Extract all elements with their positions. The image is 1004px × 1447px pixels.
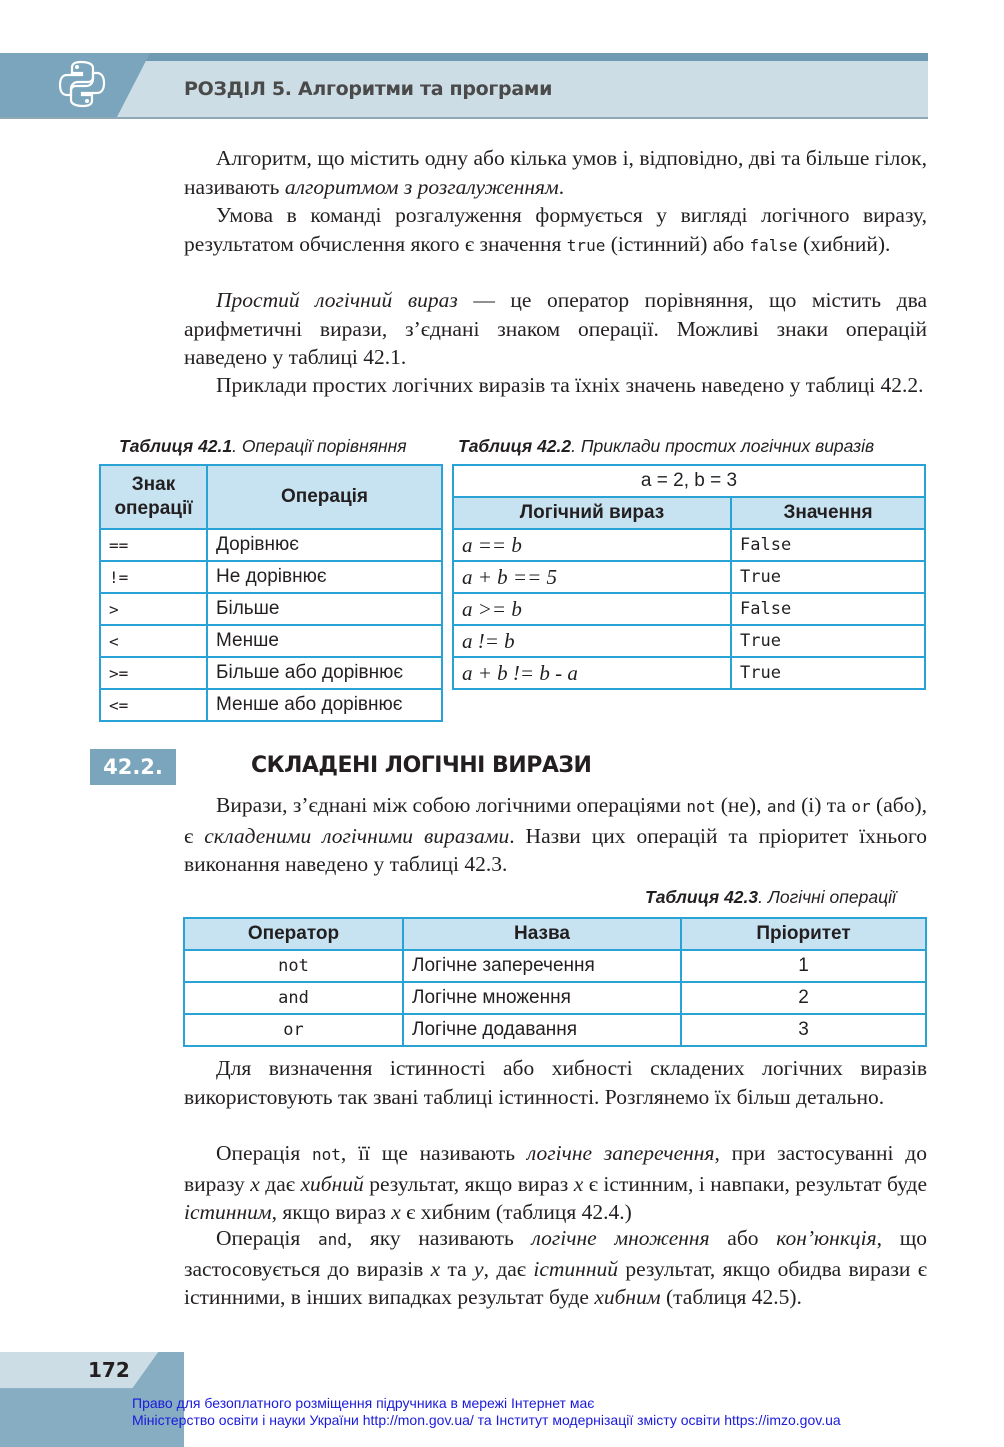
operator-cell: > bbox=[100, 593, 207, 625]
copyright-line-1: Право для безоплатного розміщення підручника в мережі Інтернет має bbox=[132, 1395, 595, 1411]
operator-cell: and bbox=[184, 982, 403, 1014]
expression-cell: a + b == 5 bbox=[453, 561, 731, 593]
table-row bbox=[100, 625, 442, 657]
table-header-row bbox=[453, 497, 925, 529]
chapter-title: РОЗДІЛ 5. Алгоритми та програми bbox=[184, 78, 553, 100]
priority-cell: 3 bbox=[681, 1014, 926, 1046]
operator-cell: <= bbox=[100, 689, 207, 721]
table-header-row bbox=[100, 465, 442, 529]
expression-cell: a != b bbox=[453, 625, 731, 657]
operation-cell: Менше або дорівнює bbox=[207, 689, 442, 721]
name-cell: Логічне множення bbox=[403, 982, 681, 1014]
expression-cell: a + b != b - a bbox=[453, 657, 731, 689]
paragraph-truth-tables: Для визначення істинності або хибності складених логічних виразів використовують так звані таблиці істинності. Розглянемо їх більш детально. bbox=[184, 1056, 927, 1109]
table-row bbox=[184, 1014, 926, 1046]
paragraph-not-operation: Операція not, її ще називають логічне заперечення, при застосуванні до виразу x дає хибний результат, якщо вираз x є істинним, і навпаки, результат буде істинним, якщо вираз x є хибним (таблиця 42.4.) bbox=[184, 1141, 927, 1224]
operation-cell: Більше або дорівнює bbox=[207, 657, 442, 689]
header-operation: Операція bbox=[207, 465, 442, 529]
paragraph-simple-expression: Простий логічний вираз — це оператор порівняння, що містить два арифметичні вирази, з’єднані знаком операції. Можливі знаки операцій наведено у таблиці 42.1. bbox=[184, 288, 927, 369]
table-row bbox=[453, 593, 925, 625]
name-cell: Логічне заперечення bbox=[403, 950, 681, 982]
operator-cell: == bbox=[100, 529, 207, 561]
simple-expressions-table bbox=[452, 464, 926, 690]
paragraph-examples: Приклади простих логічних виразів та їхніх значень наведено у таблиці 42.2. bbox=[216, 373, 924, 397]
python-logo-icon bbox=[56, 58, 108, 110]
comparison-operators-table bbox=[99, 464, 443, 722]
operation-cell: Не дорівнює bbox=[207, 561, 442, 593]
value-cell: False bbox=[731, 593, 925, 625]
table-header-row bbox=[184, 918, 926, 950]
table-row bbox=[453, 561, 925, 593]
paragraph-compound-expressions: Вирази, з’єднані між собою логічними операціями not (не), and (і) та or (або), є складеними логічними виразами. Назви цих операцій та пріоритет їхнього виконання наведено у таблиці 42.3. bbox=[184, 793, 927, 876]
header-priority: Пріоритет bbox=[681, 918, 926, 950]
header-operator: Оператор bbox=[184, 918, 403, 950]
header-value: Значення bbox=[731, 497, 925, 529]
section-number-badge: 42.2. bbox=[90, 749, 176, 785]
value-cell: True bbox=[731, 561, 925, 593]
paragraph-and-operation: Операція and, яку називають логічне множення або кон’юнкція, що застосовується до виразів x та y, дає істинний результат, якщо обидва вирази є істинними, в інших випадках результат буде хибним (таблиця 42.5). bbox=[184, 1226, 928, 1309]
table-row bbox=[100, 593, 442, 625]
operator-cell: or bbox=[184, 1014, 403, 1046]
table-42-1-caption: Таблиця 42.1. Операції порівняння bbox=[119, 436, 407, 456]
copyright-note bbox=[132, 1395, 841, 1429]
table-42-3-caption: Таблиця 42.3. Логічні операції bbox=[645, 887, 896, 907]
table-row bbox=[184, 950, 926, 982]
header-logical-expression: Логічний вираз bbox=[453, 497, 731, 529]
copyright-line-2[interactable]: Міністерство освіти і науки України http://mon.gov.ua/ та Інститут модернізації змісту освіти https://imzo.gov.ua bbox=[132, 1412, 841, 1428]
header-name: Назва bbox=[403, 918, 681, 950]
table-row bbox=[100, 657, 442, 689]
table-row bbox=[453, 529, 925, 561]
operation-cell: Дорівнює bbox=[207, 529, 442, 561]
header-operator-sign: Знак операції bbox=[100, 465, 207, 529]
table-row bbox=[453, 625, 925, 657]
value-cell: True bbox=[731, 657, 925, 689]
value-cell: True bbox=[731, 625, 925, 657]
table-42-2-caption: Таблиця 42.2. Приклади простих логічних виразів bbox=[458, 436, 875, 456]
paragraph-branching-definition: Алгоритм, що містить одну або кілька умов і, відповідно, дві та більше гілок, називають алгоритмом з розгалуженням. bbox=[184, 146, 927, 199]
paragraph-condition: Умова в команді розгалуження формується у вигляді логічного виразу, результатом обчислення якого є значення true (істинний) або false (хибний). bbox=[184, 203, 927, 256]
section-title: СКЛАДЕНІ ЛОГІЧНІ ВИРАЗИ bbox=[251, 753, 592, 778]
table-row bbox=[184, 982, 926, 1014]
logical-operations-table bbox=[183, 917, 927, 1047]
table-row bbox=[100, 689, 442, 721]
operator-cell: < bbox=[100, 625, 207, 657]
value-cell: False bbox=[731, 529, 925, 561]
page-number: 172 bbox=[88, 1358, 130, 1382]
expression-cell: a == b bbox=[453, 529, 731, 561]
operation-cell: Більше bbox=[207, 593, 442, 625]
table-row bbox=[453, 657, 925, 689]
table-row bbox=[100, 529, 442, 561]
operation-cell: Менше bbox=[207, 625, 442, 657]
operator-cell: >= bbox=[100, 657, 207, 689]
expression-cell: a >= b bbox=[453, 593, 731, 625]
operator-cell: != bbox=[100, 561, 207, 593]
priority-cell: 2 bbox=[681, 982, 926, 1014]
table-row bbox=[100, 561, 442, 593]
operator-cell: not bbox=[184, 950, 403, 982]
priority-cell: 1 bbox=[681, 950, 926, 982]
given-values-row bbox=[453, 465, 925, 497]
given-values-cell: a = 2, b = 3 bbox=[453, 465, 925, 497]
name-cell: Логічне додавання bbox=[403, 1014, 681, 1046]
